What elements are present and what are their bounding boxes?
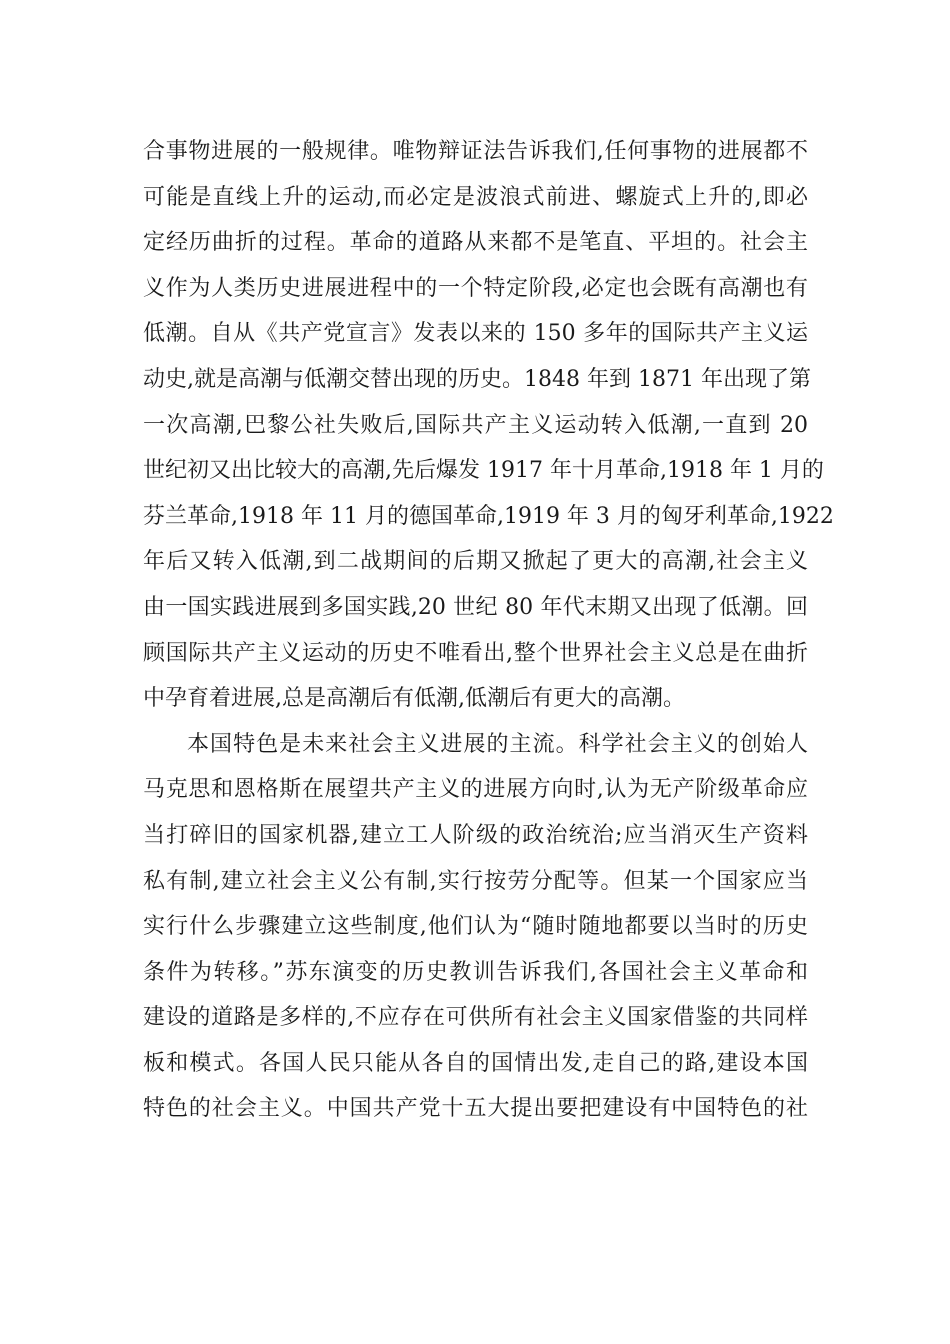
- text-line: 世纪初又出比较大的高潮,先后爆发 1917 年十月革命,1918 年 1 月的: [143, 458, 824, 484]
- paragraph: [143, 722, 808, 1132]
- text-line: 芬兰革命,1918 年 11 月的德国革命,1919 年 3 月的匈牙利革命,1922: [143, 503, 834, 529]
- text-line: 由一国实践进展到多国实践,20 世纪 80 年代末期又出现了低潮。回: [143, 594, 808, 620]
- text-line: 条件为转移。”苏东演变的历史教训告诉我们,各国社会主义革命和: [143, 959, 808, 985]
- text-line: 定经历曲折的过程。革命的道路从来都不是笔直、平坦的。社会主: [143, 230, 808, 256]
- paragraph: [143, 129, 834, 722]
- text-line: 实行什么步骤建立这些制度,他们认为“随时随地都要以当时的历史: [143, 914, 808, 940]
- text-line: 可能是直线上升的运动,而必定是波浪式前进、螺旋式上升的,即必: [143, 184, 808, 210]
- text-line: 年后又转入低潮,到二战期间的后期又掀起了更大的高潮,社会主义: [143, 549, 808, 575]
- text-line: 动史,就是高潮与低潮交替出现的历史。1848 年到 1871 年出现了第: [143, 366, 811, 392]
- text-line: 顾国际共产主义运动的历史不唯看出,整个世界社会主义总是在曲折: [143, 640, 808, 666]
- text-line: 一次高潮,巴黎公社失败后,国际共产主义运动转入低潮,一直到 20: [143, 412, 808, 438]
- text-line: 合事物进展的一般规律。唯物辩证法告诉我们,任何事物的进展都不: [143, 139, 808, 164]
- text-line: 板和模式。各国人民只能从各自的国情出发,走自己的路,建设本国: [143, 1050, 808, 1076]
- text-line: 当打碎旧的国家机器,建立工人阶级的政治统治;应当消灭生产资料: [143, 822, 808, 848]
- text-line: 低潮。自从《共产党宣言》发表以来的 150 多年的国际共产主义运: [143, 321, 808, 347]
- text-line: 本国特色是未来社会主义进展的主流。科学社会主义的创始人: [187, 731, 808, 757]
- text-line: 特色的社会主义。中国共产党十五大提出要把建设有中国特色的社: [143, 1096, 808, 1122]
- text-line: 义作为人类历史进展进程中的一个特定阶段,必定也会既有高潮也有: [143, 275, 808, 301]
- body-text: [143, 129, 834, 1132]
- text-line: 马克思和恩格斯在展望共产主义的进展方向时,认为无产阶级革命应: [143, 777, 808, 803]
- text-line: 私有制,建立社会主义公有制,实行按劳分配等。但某一个国家应当: [143, 868, 808, 894]
- text-line: 建设的道路是多样的,不应存在可供所有社会主义国家借鉴的共同样: [143, 1005, 808, 1031]
- text-line: 中孕育着进展,总是高潮后有低潮,低潮后有更大的高潮。: [143, 686, 685, 712]
